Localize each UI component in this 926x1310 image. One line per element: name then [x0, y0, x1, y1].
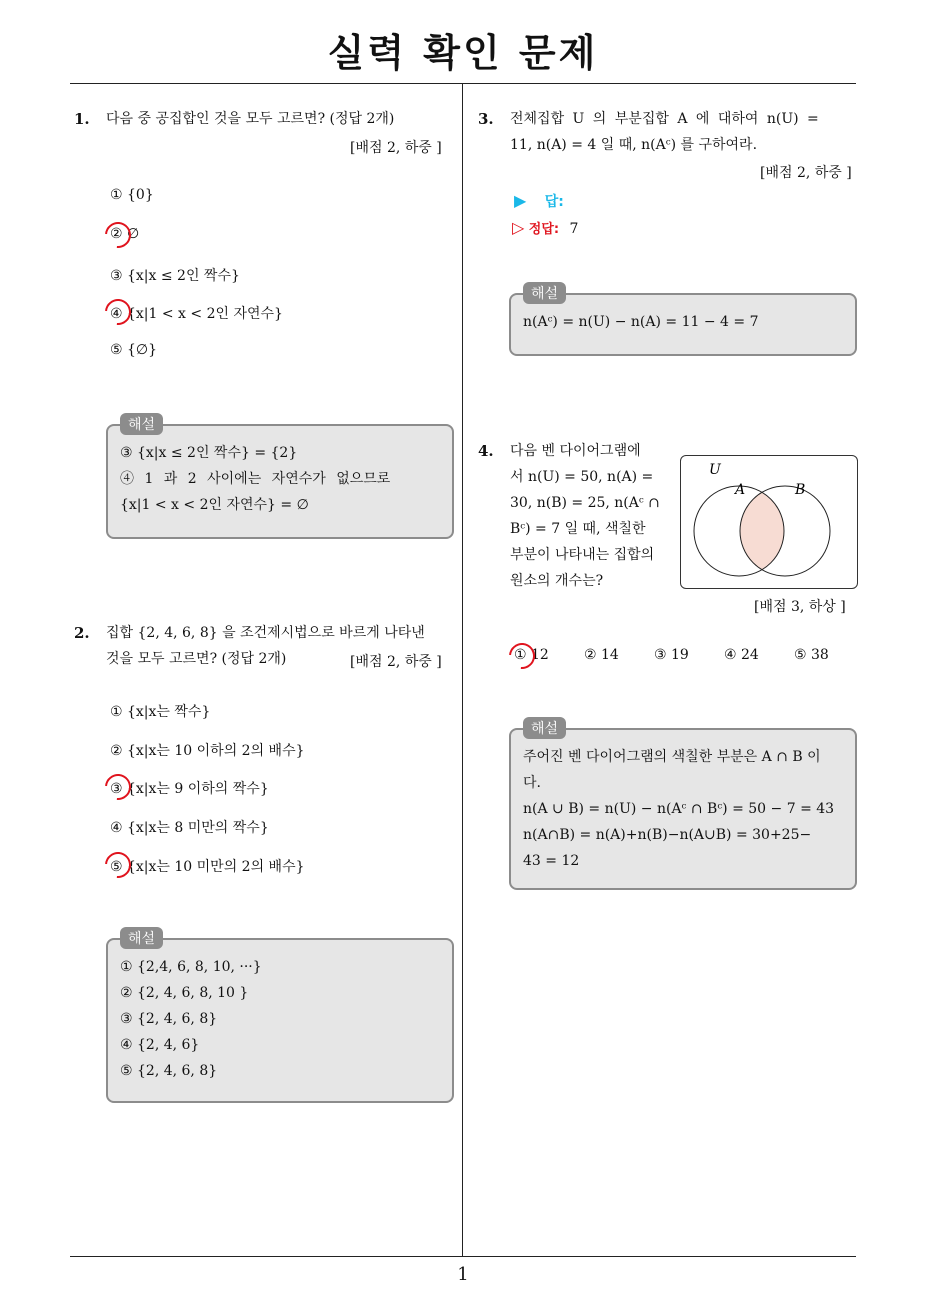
q1-number: 1. [74, 110, 90, 128]
q4-choice-5[interactable]: ⑤ 38 [794, 647, 829, 663]
q1-choice-5[interactable]: ⑤ {∅} [110, 342, 158, 358]
q3-explanation [509, 286, 857, 356]
q2-choice-5[interactable]: ⑤ {x|x는 10 미만의 2의 배수} [110, 859, 305, 875]
page-number: 1 [457, 1264, 469, 1285]
q1-answer-mark-icon [100, 294, 137, 331]
q2-meta: [배점 2, 하중 ] [350, 654, 442, 670]
explanation-tag: 해설 [523, 282, 566, 304]
q4-meta: [배점 3, 하상 ] [754, 599, 846, 615]
q4-choice-1[interactable]: ① 12 [514, 647, 549, 663]
q2-number: 2. [74, 624, 90, 642]
page-title: 실력 확인 문제 [327, 31, 599, 75]
q3-correct-value: 7 [569, 221, 579, 237]
explanation-body: ③ {x|x ≤ 2인 짝수} = {2} ④ 1 과 2 사이에는 자연수가 없으므로 {x|1 < x < 2인 자연수} = ∅ [120, 445, 391, 513]
q3-number: 3. [478, 110, 494, 128]
q4-explanation [509, 721, 857, 890]
q2-explanation [106, 931, 454, 1103]
q3-meta: [배점 2, 하중 ] [760, 165, 852, 181]
q4-number: 4. [478, 442, 494, 460]
q2-text-line2: 것을 모두 고르면? (정답 2개) [106, 651, 287, 667]
play-arrow-icon: ▶ [514, 191, 527, 210]
q4-choice-2[interactable]: ② 14 [584, 647, 619, 663]
venn-diagram-svg [681, 456, 857, 588]
venn-diagram [680, 455, 858, 589]
q1-text: 다음 중 공집합인 것을 모두 고르면? (정답 2개) [106, 111, 395, 127]
header-rule [70, 83, 856, 84]
q2-choice-2[interactable]: ② {x|x는 10 이하의 2의 배수} [110, 743, 305, 759]
q1-answer-mark-icon [100, 217, 140, 254]
explanation-body: ① {2,4, 6, 8, 10, ···} ② {2, 4, 6, 8, 10 } ③ {2, 4, 6, 8} ④ {2, 4, 6} ⑤ {2, 4, 6, 8} [120, 959, 262, 1079]
venn-label-a: A [735, 482, 746, 498]
q3-answer-row: ▶ 답: [514, 191, 564, 210]
explanation-tag: 해설 [120, 413, 163, 435]
q1-choice-1[interactable]: ① {0} [110, 187, 154, 203]
q2-answer-mark-icon [100, 847, 137, 884]
q1-choice-2[interactable]: ② ∅ [110, 226, 140, 242]
q4-choice-4[interactable]: ④ 24 [724, 647, 759, 663]
q3-correct-row: ▷ 정답: 7 [512, 218, 579, 237]
q3-text-line1: 전체집합 U 의 부분집합 A 에 대하여 n(U) = [510, 111, 819, 127]
footer-rule [70, 1256, 856, 1257]
q2-answer-mark-icon [100, 769, 137, 806]
q2-choice-1[interactable]: ① {x|x는 짝수} [110, 704, 211, 720]
q2-choice-4[interactable]: ④ {x|x는 8 미만의 짝수} [110, 820, 269, 836]
explanation-tag: 해설 [523, 717, 566, 739]
outline-arrow-icon: ▷ [512, 218, 525, 237]
q1-choice-4[interactable]: ④ {x|1 < x < 2인 자연수} [110, 306, 283, 322]
explanation-tag: 해설 [120, 927, 163, 949]
q2-text-line1: 집합 {2, 4, 6, 8} 을 조건제시법으로 바르게 나타낸 [106, 625, 425, 641]
explanation-body: n(Aᶜ) = n(U) − n(A) = 11 − 4 = 7 [523, 314, 759, 330]
q1-explanation [106, 417, 454, 539]
venn-label-b: B [795, 482, 806, 498]
q4-choice-3[interactable]: ③ 19 [654, 647, 689, 663]
q3-text-line2: 11, n(A) = 4 일 때, n(Aᶜ) 를 구하여라. [510, 137, 758, 153]
q1-choice-3[interactable]: ③ {x|x ≤ 2인 짝수} [110, 268, 240, 284]
q4-text: 다음 벤 다이어그램에 서 n(U) = 50, n(A) = 30, n(B) = 25, n(Aᶜ ∩ Bᶜ) = 7 일 때, 색칠한 부분이 나타내는 집합의 원소의 개수는? [510, 443, 660, 589]
venn-label-u: U [709, 462, 721, 478]
q1-meta: [배점 2, 하중 ] [350, 140, 442, 156]
column-divider [462, 84, 463, 1256]
q2-choice-3[interactable]: ③ {x|x는 9 이하의 짝수} [110, 781, 269, 797]
explanation-body: 주어진 벤 다이어그램의 색칠한 부분은 A ∩ B 이 다. n(A ∪ B) = n(U) − n(Aᶜ ∩ Bᶜ) = 50 − 7 = 43 n(A∩B) = n(A)+n(B)−n(A∪B) = 30+25− 43 = 12 [523, 749, 835, 869]
q4-answer-mark-icon [504, 638, 541, 675]
